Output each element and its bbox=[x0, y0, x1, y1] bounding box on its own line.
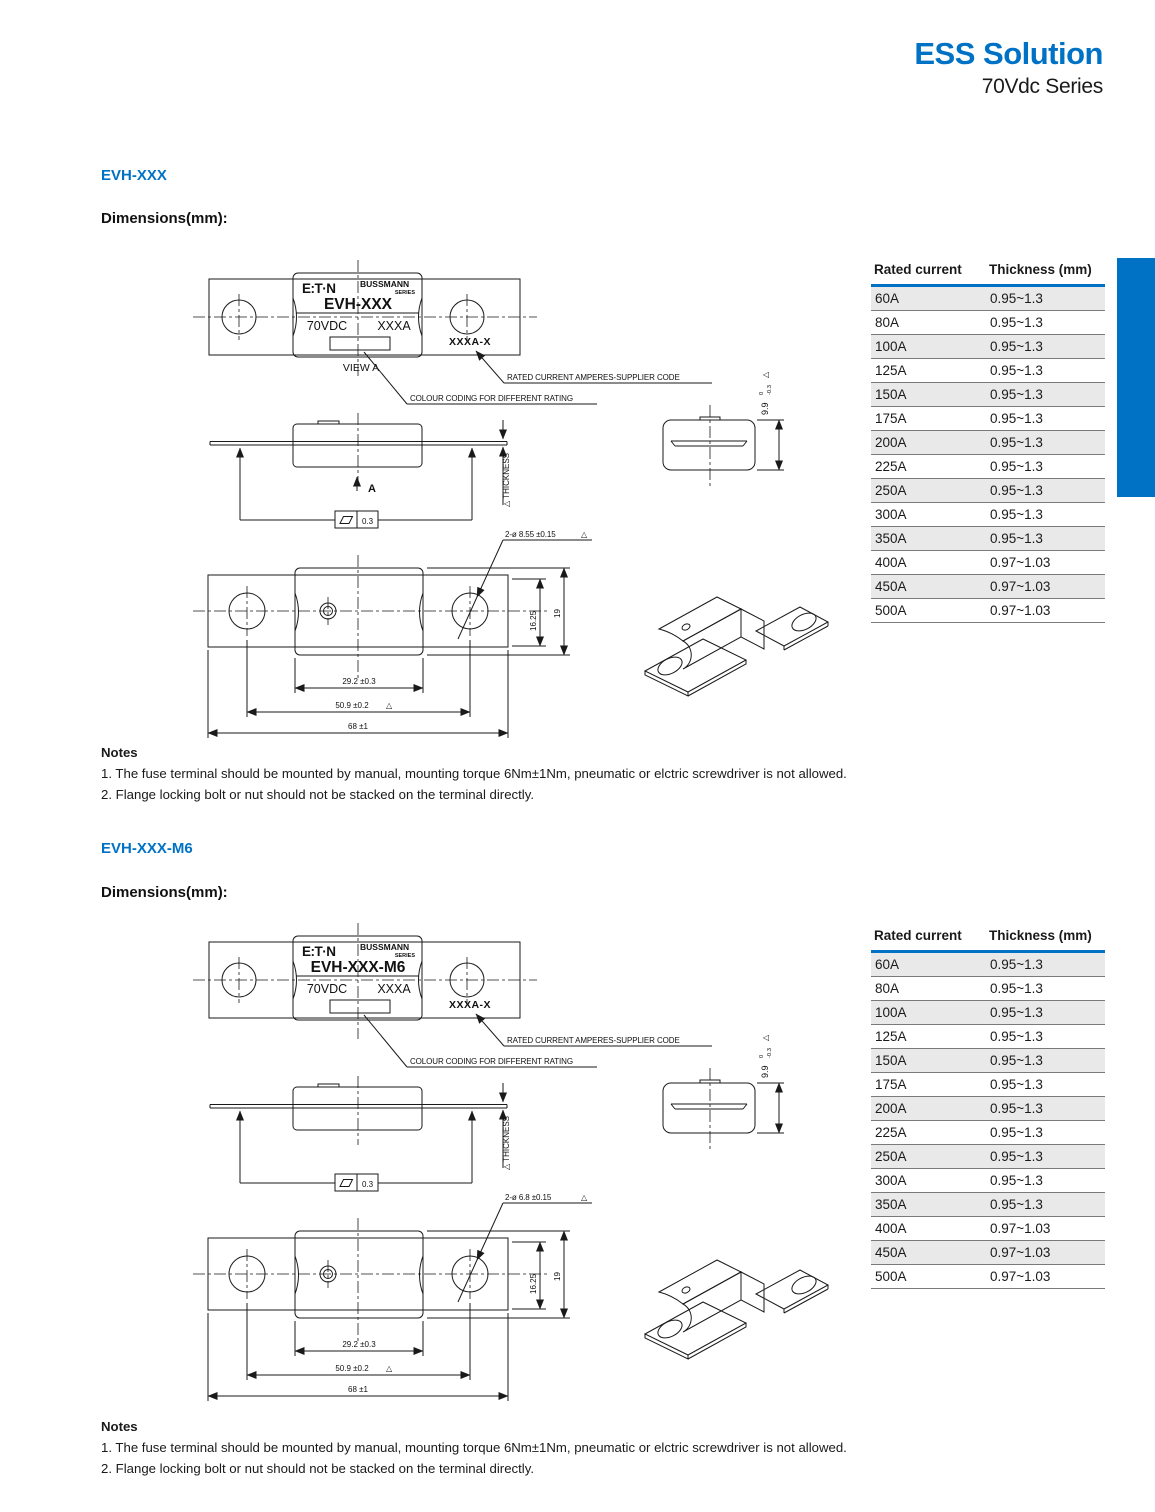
triangle-flag: △ bbox=[386, 1364, 393, 1373]
page-edge-tab bbox=[1117, 258, 1155, 497]
table-cell: 0.97~1.03 bbox=[986, 1265, 1105, 1289]
table-cell: 500A bbox=[871, 599, 986, 623]
table-cell: 200A bbox=[871, 1097, 986, 1121]
table-cell: 0.95~1.3 bbox=[986, 286, 1105, 311]
colour-coding-bar bbox=[330, 337, 390, 350]
side-view bbox=[210, 413, 511, 528]
notes-title: Notes bbox=[101, 1419, 138, 1434]
end-view bbox=[663, 1034, 784, 1150]
svg-text:0: 0 bbox=[759, 391, 765, 395]
table-cell: 450A bbox=[871, 575, 986, 599]
table-row bbox=[871, 527, 1105, 551]
table-cell: 0.97~1.03 bbox=[986, 1241, 1105, 1265]
table-row bbox=[871, 359, 1105, 383]
table-cell: 0.95~1.3 bbox=[986, 503, 1105, 527]
svg-text:0: 0 bbox=[759, 1054, 765, 1058]
table-cell: 0.95~1.3 bbox=[986, 335, 1105, 359]
iso-view bbox=[645, 1260, 828, 1359]
table-cell: 175A bbox=[871, 407, 986, 431]
series-label: SERIES bbox=[394, 290, 415, 296]
thickness-table-evh-xxx bbox=[871, 262, 1105, 623]
thickness-label: △ THICKNESS bbox=[502, 452, 511, 507]
table-cell: 225A bbox=[871, 1121, 986, 1145]
voltage-label: 70VDC bbox=[306, 982, 348, 996]
table-cell: 0.95~1.3 bbox=[986, 1121, 1105, 1145]
note-item: 2. Flange locking bolt or nut should not be stacked on the terminal directly. bbox=[101, 787, 534, 802]
table-cell: 0.95~1.3 bbox=[986, 1049, 1105, 1073]
table-row bbox=[871, 1169, 1105, 1193]
table-row bbox=[871, 455, 1105, 479]
notes-evh-xxx bbox=[101, 742, 871, 805]
svg-text:9.9: 9.9 bbox=[760, 1065, 770, 1078]
table-row bbox=[871, 1025, 1105, 1049]
note-item: 1. The fuse terminal should be mounted by manual, mounting torque 6Nm±1Nm, pneumatic or elctric screwdriver is not allowed. bbox=[101, 766, 847, 781]
table-cell: 0.95~1.3 bbox=[986, 455, 1105, 479]
holes-dimension: 2-ø 6.8 ±0.15 bbox=[505, 1193, 552, 1202]
table-cell: 0.95~1.3 bbox=[986, 527, 1105, 551]
iso-view bbox=[645, 597, 828, 696]
notes-evh-xxx-m6 bbox=[101, 1416, 871, 1479]
table-row bbox=[871, 503, 1105, 527]
table-row bbox=[871, 431, 1105, 455]
table-cell: 80A bbox=[871, 311, 986, 335]
table-row bbox=[871, 599, 1105, 623]
bussmann-label: BUSSMANN bbox=[360, 279, 410, 289]
overall-length-dim: 68 ±1 bbox=[348, 1385, 368, 1394]
bottom-view bbox=[193, 1193, 592, 1401]
table-row bbox=[871, 1217, 1105, 1241]
eaton-logo: E:T·N bbox=[302, 944, 336, 959]
vent-dot bbox=[681, 623, 691, 632]
table-row bbox=[871, 1265, 1105, 1289]
table-cell: 0.95~1.3 bbox=[986, 952, 1105, 977]
current-label: XXXA bbox=[377, 319, 411, 333]
table-cell: 100A bbox=[871, 1001, 986, 1025]
hole-offset-dim: 16.25 bbox=[529, 1273, 538, 1294]
eaton-logo: E:T·N bbox=[302, 281, 336, 296]
table-cell: 0.95~1.3 bbox=[986, 1145, 1105, 1169]
table-cell: 350A bbox=[871, 1193, 986, 1217]
model-label: EVH-XXX bbox=[323, 296, 393, 313]
table-row bbox=[871, 575, 1105, 599]
table-cell: 60A bbox=[871, 952, 986, 977]
end-view bbox=[663, 371, 784, 487]
table-header-row bbox=[871, 262, 1105, 286]
table-row bbox=[871, 551, 1105, 575]
table-row bbox=[871, 335, 1105, 359]
table-row bbox=[871, 1097, 1105, 1121]
body-length-dim: 29.2 ±0.3 bbox=[342, 677, 376, 686]
colour-coding-bar bbox=[330, 1000, 390, 1013]
table-cell: 300A bbox=[871, 503, 986, 527]
table-row bbox=[871, 1145, 1105, 1169]
terminal-width-dim: 19 bbox=[553, 609, 562, 618]
holes-dimension: 2-ø 8.55 ±0.15 bbox=[505, 530, 556, 539]
table-cell: 350A bbox=[871, 527, 986, 551]
table-cell: 0.95~1.3 bbox=[986, 1097, 1105, 1121]
table-cell: 0.95~1.3 bbox=[986, 1169, 1105, 1193]
voltage-label: 70VDC bbox=[306, 319, 348, 333]
table-row bbox=[871, 479, 1105, 503]
table-row bbox=[871, 1049, 1105, 1073]
col-thickness: Thickness (mm) bbox=[986, 262, 1105, 286]
table-cell: 125A bbox=[871, 1025, 986, 1049]
centerlines bbox=[193, 260, 537, 376]
table-cell: 0.95~1.3 bbox=[986, 1001, 1105, 1025]
flatness-symbol bbox=[340, 1180, 353, 1187]
doc-header bbox=[914, 36, 1103, 99]
table-cell: 60A bbox=[871, 286, 986, 311]
body-length-dim: 29.2 ±0.3 bbox=[342, 1340, 376, 1349]
table-cell: 0.97~1.03 bbox=[986, 599, 1105, 623]
current-label: XXXA bbox=[377, 982, 411, 996]
flatness-value: 0.3 bbox=[361, 1180, 374, 1189]
callout-colour-coding: COLOUR CODING FOR DIFFERENT RATING bbox=[410, 394, 573, 403]
table-row bbox=[871, 286, 1105, 311]
dimensions-label: Dimensions(mm): bbox=[101, 884, 228, 901]
table-cell: 300A bbox=[871, 1169, 986, 1193]
overall-length-dim: 68 ±1 bbox=[348, 722, 368, 731]
callouts bbox=[364, 1014, 712, 1067]
table-cell: 0.95~1.3 bbox=[986, 359, 1105, 383]
triangle-flag: △ bbox=[581, 530, 588, 539]
section-heading-evh-xxx: EVH-XXX bbox=[101, 167, 167, 184]
height-dimension bbox=[759, 1034, 773, 1078]
table-row bbox=[871, 952, 1105, 977]
table-cell: 250A bbox=[871, 1145, 986, 1169]
svg-text:-0.3: -0.3 bbox=[767, 1048, 773, 1058]
side-view bbox=[210, 1076, 511, 1191]
table-header-row bbox=[871, 928, 1105, 952]
technical-drawing-evh-xxx-m6 bbox=[100, 913, 840, 1408]
view-a-label: VIEW A bbox=[342, 362, 380, 374]
triangle-flag: △ bbox=[386, 701, 393, 710]
table-row bbox=[871, 1193, 1105, 1217]
col-thickness: Thickness (mm) bbox=[986, 928, 1105, 952]
table-row bbox=[871, 977, 1105, 1001]
supplier-code-label: XXXA-X bbox=[448, 999, 492, 1011]
terminal-width-dim: 19 bbox=[553, 1272, 562, 1281]
height-dimension bbox=[759, 371, 773, 415]
hole-pitch-dim: 50.9 ±0.2 bbox=[335, 701, 369, 710]
table-cell: 150A bbox=[871, 1049, 986, 1073]
note-item: 2. Flange locking bolt or nut should not be stacked on the terminal directly. bbox=[101, 1461, 534, 1476]
table-cell: 100A bbox=[871, 335, 986, 359]
doc-subtitle: 70Vdc Series bbox=[981, 75, 1103, 98]
flatness-value: 0.3 bbox=[361, 517, 374, 526]
table-row bbox=[871, 311, 1105, 335]
notes-title: Notes bbox=[101, 745, 138, 760]
table-cell: 225A bbox=[871, 455, 986, 479]
callout-rated-current: RATED CURRENT AMPERES-SUPPLIER CODE bbox=[507, 373, 680, 382]
table-row bbox=[871, 1001, 1105, 1025]
table-cell: 80A bbox=[871, 977, 986, 1001]
table-row bbox=[871, 1241, 1105, 1265]
top-view bbox=[193, 260, 537, 376]
svg-text:-0.3: -0.3 bbox=[767, 385, 773, 395]
callout-rated-current: RATED CURRENT AMPERES-SUPPLIER CODE bbox=[507, 1036, 680, 1045]
table-cell: 0.95~1.3 bbox=[986, 311, 1105, 335]
centerlines bbox=[193, 923, 537, 1039]
doc-title: ESS Solution bbox=[914, 36, 1103, 71]
note-item: 1. The fuse terminal should be mounted by manual, mounting torque 6Nm±1Nm, pneumatic or elctric screwdriver is not allowed. bbox=[101, 1440, 847, 1455]
thickness-table-evh-xxx-m6 bbox=[871, 928, 1105, 1289]
callouts bbox=[364, 351, 712, 404]
table-row bbox=[871, 1073, 1105, 1097]
table-row bbox=[871, 407, 1105, 431]
table-cell: 0.95~1.3 bbox=[986, 1073, 1105, 1097]
table-cell: 0.95~1.3 bbox=[986, 431, 1105, 455]
table-cell: 0.95~1.3 bbox=[986, 479, 1105, 503]
table-cell: 500A bbox=[871, 1265, 986, 1289]
triangle-flag: △ bbox=[581, 1193, 588, 1202]
table-cell: 0.97~1.03 bbox=[986, 1217, 1105, 1241]
vent-dot bbox=[681, 1286, 691, 1295]
section-heading-evh-xxx-m6: EVH-XXX-M6 bbox=[101, 840, 193, 857]
table-cell: 400A bbox=[871, 1217, 986, 1241]
table-cell: 0.95~1.3 bbox=[986, 383, 1105, 407]
table-cell: 0.95~1.3 bbox=[986, 1193, 1105, 1217]
table-cell: 200A bbox=[871, 431, 986, 455]
table-cell: 125A bbox=[871, 359, 986, 383]
technical-drawing-evh-xxx bbox=[100, 250, 840, 745]
section-arrow-label: A bbox=[368, 483, 376, 495]
table-row bbox=[871, 383, 1105, 407]
bussmann-label: BUSSMANN bbox=[360, 942, 410, 952]
col-rated-current: Rated current bbox=[871, 928, 986, 952]
table-cell: 0.97~1.03 bbox=[986, 551, 1105, 575]
bottom-view bbox=[193, 530, 592, 738]
col-rated-current: Rated current bbox=[871, 262, 986, 286]
table-cell: 0.95~1.3 bbox=[986, 1025, 1105, 1049]
table-cell: 0.95~1.3 bbox=[986, 407, 1105, 431]
flatness-symbol bbox=[340, 517, 353, 524]
table-cell: 150A bbox=[871, 383, 986, 407]
model-label: EVH-XXX-M6 bbox=[310, 959, 406, 976]
table-row bbox=[871, 1121, 1105, 1145]
svg-text:9.9: 9.9 bbox=[760, 402, 770, 415]
table-cell: 250A bbox=[871, 479, 986, 503]
thickness-label: △ THICKNESS bbox=[502, 1115, 511, 1170]
top-view bbox=[193, 923, 537, 1039]
svg-text:△: △ bbox=[761, 1034, 770, 1041]
table-cell: 0.97~1.03 bbox=[986, 575, 1105, 599]
hole-pitch-dim: 50.9 ±0.2 bbox=[335, 1364, 369, 1373]
dimensions-label: Dimensions(mm): bbox=[101, 210, 228, 227]
table-cell: 175A bbox=[871, 1073, 986, 1097]
callout-colour-coding: COLOUR CODING FOR DIFFERENT RATING bbox=[410, 1057, 573, 1066]
table-cell: 450A bbox=[871, 1241, 986, 1265]
table-cell: 400A bbox=[871, 551, 986, 575]
hole-offset-dim: 16.25 bbox=[529, 610, 538, 631]
series-label: SERIES bbox=[394, 953, 415, 959]
supplier-code-label: XXXA-X bbox=[448, 336, 492, 348]
table-cell: 0.95~1.3 bbox=[986, 977, 1105, 1001]
svg-text:△: △ bbox=[761, 371, 770, 378]
